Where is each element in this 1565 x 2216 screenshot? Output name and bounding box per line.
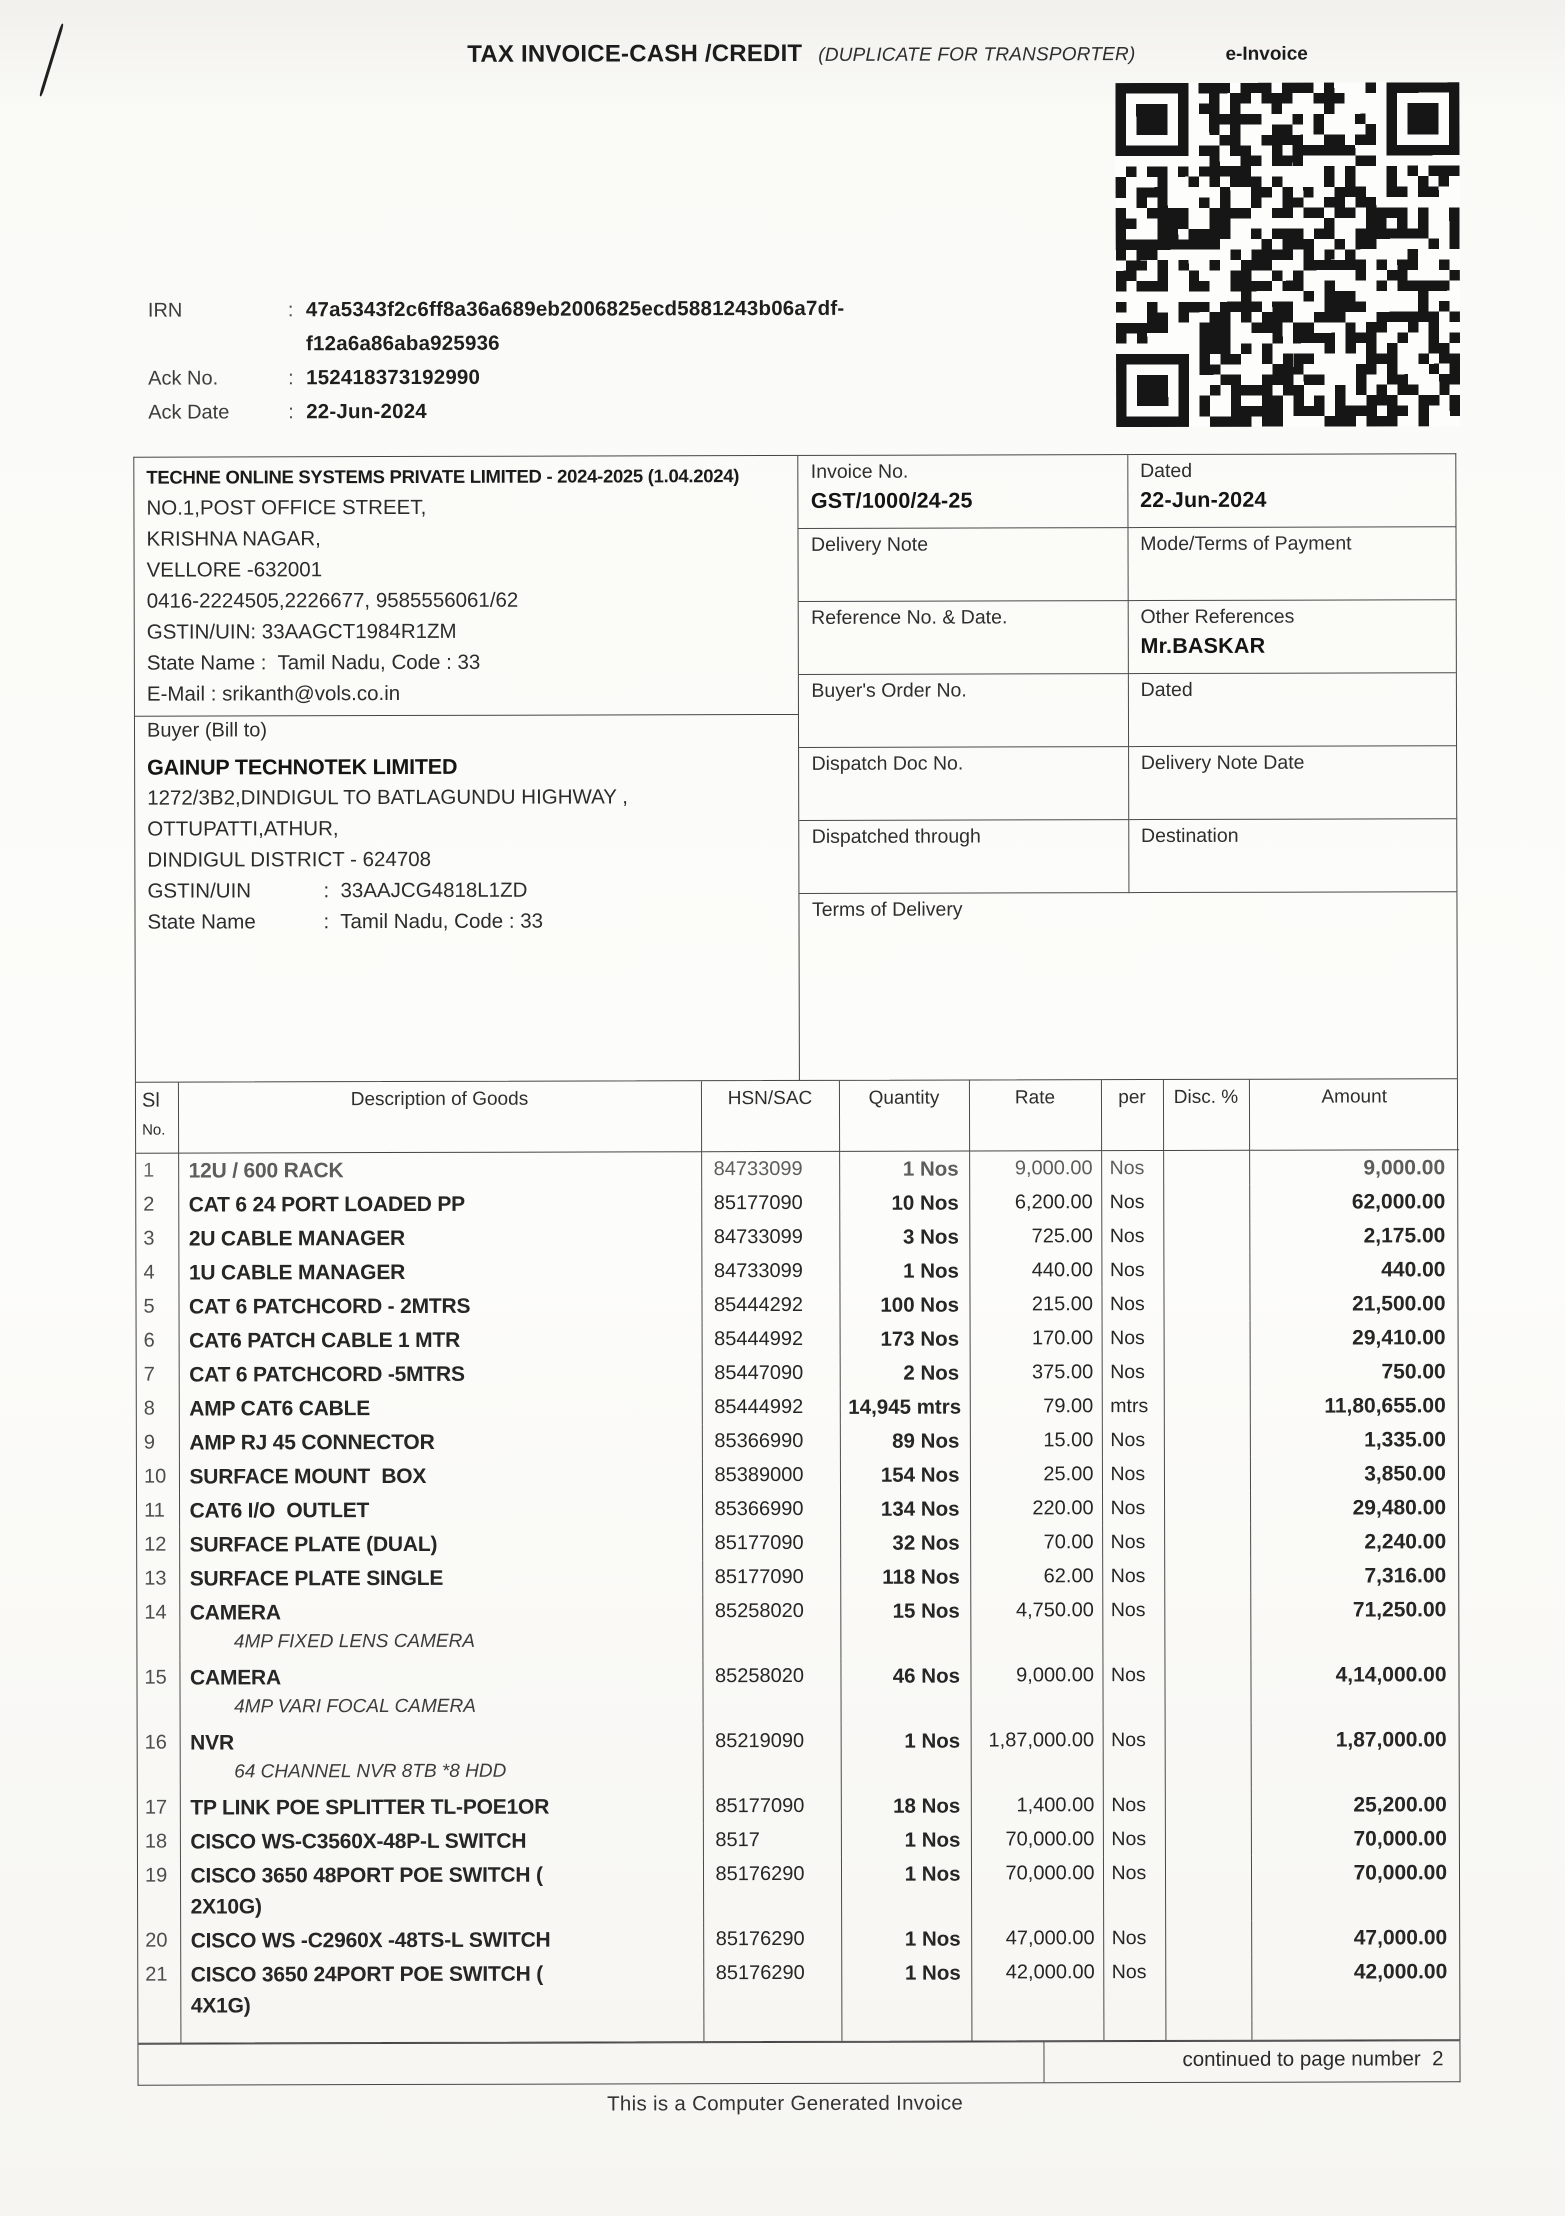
item-description-text: CAT 6 24 PORT LOADED PP	[188, 1192, 466, 1217]
item-rate: 1,400.00	[971, 1788, 1103, 1822]
item-quantity: 32 Nos	[840, 1526, 970, 1560]
buyer-address	[135, 781, 799, 876]
order-dated-cell: Dated	[1128, 673, 1456, 747]
item-sl-no: 1	[136, 1153, 178, 1188]
item-per: Nos	[1101, 1253, 1163, 1287]
item-quantity: 1 Nos	[839, 1254, 969, 1288]
computer-generated-note: This is a Computer Generated Invoice	[607, 2091, 964, 2116]
items-table-header	[136, 1079, 1459, 1153]
item-hsn: 85258020	[702, 1594, 840, 1659]
item-description	[179, 1659, 702, 1725]
table-row	[137, 1388, 1460, 1425]
item-sl-no: 6	[137, 1324, 179, 1358]
item-hsn: 85177090	[701, 1186, 839, 1220]
item-quantity: 3 Nos	[839, 1220, 969, 1254]
item-description	[178, 1152, 701, 1188]
table-row	[138, 1920, 1461, 1957]
item-per: Nos	[1102, 1457, 1164, 1491]
item-quantity: 134 Nos	[840, 1492, 970, 1526]
item-per: Nos	[1103, 1723, 1165, 1788]
item-quantity: 1 Nos	[841, 1724, 971, 1789]
item-hsn: 85177090	[702, 1560, 840, 1594]
destination-cell: Destination	[1128, 819, 1456, 893]
item-hsn: 85177090	[702, 1526, 840, 1560]
item-discount	[1165, 1921, 1251, 1955]
buyer-state-row	[135, 905, 799, 938]
item-description-wrap: 2X10G)	[190, 1895, 262, 1919]
item-sl-no: 12	[137, 1528, 179, 1562]
item-description-text: CAT6 PATCH CABLE 1 MTR	[189, 1328, 461, 1353]
table-row	[136, 1218, 1459, 1255]
item-hsn: 85219090	[703, 1724, 841, 1789]
irn-row: IRN : 47a5343f2c6ff8a36a689eb2006825ecd5881243b06a7df-	[148, 292, 828, 328]
item-per: Nos	[1102, 1559, 1164, 1593]
item-hsn: 85176290	[703, 1857, 841, 1922]
ack-date-value: 22-Jun-2024	[306, 399, 427, 424]
item-amount: 9,000.00	[1363, 1156, 1446, 1180]
seller-address-line: VELLORE -632001	[146, 558, 323, 582]
irn-label: IRN	[147, 299, 183, 322]
item-amount: 4,14,000.00	[1335, 1663, 1447, 1687]
table-row	[136, 1150, 1459, 1188]
item-sub-description: 4MP VARI FOCAL CAMERA	[234, 1695, 476, 1718]
item-hsn: 85177090	[703, 1789, 841, 1823]
item-rate: 725.00	[969, 1219, 1101, 1253]
item-quantity: 2 Nos	[840, 1356, 970, 1390]
item-description-text: CAT 6 PATCHCORD - 2MTRS	[188, 1294, 471, 1319]
invoice-date-value: 22-Jun-2024	[1140, 487, 1267, 513]
item-sl-no: 11	[137, 1494, 179, 1528]
irn-value-line1: 47a5343f2c6ff8a36a689eb2006825ecd5881243b06a7df-	[305, 296, 845, 322]
buyers-order-cell: Buyer's Order No.	[799, 674, 1127, 748]
seller-address-line: GSTIN/UIN: 33AAGCT1984R1ZM	[146, 619, 457, 644]
item-rate: 1,87,000.00	[971, 1723, 1103, 1788]
items-table	[135, 1078, 1461, 2043]
col-header-per: per	[1101, 1080, 1163, 1151]
col-header-sl: Sl No.	[136, 1083, 178, 1154]
item-discount	[1165, 1788, 1251, 1822]
item-sl-no: 4	[136, 1256, 178, 1290]
item-per: Nos	[1103, 1856, 1165, 1921]
item-amount: 7,316.00	[1364, 1564, 1447, 1588]
ack-no-label: Ack No.	[148, 367, 219, 390]
item-description	[178, 1288, 701, 1323]
table-row	[136, 1286, 1459, 1323]
ack-no-value: 152418373192990	[306, 365, 481, 390]
item-amount: 21,500.00	[1352, 1292, 1446, 1316]
buyer-state-value: : Tamil Nadu, Code : 33	[323, 909, 544, 934]
invoice-no-value: GST/1000/24-25	[810, 488, 973, 513]
invoice-meta-grid	[799, 454, 1457, 1080]
seller-address-line: KRISHNA NAGAR,	[146, 527, 321, 551]
table-row	[137, 1320, 1460, 1357]
item-description	[180, 1823, 703, 1858]
buyer-section-label: Buyer (Bill to)	[135, 714, 799, 748]
item-amount: 71,250.00	[1352, 1598, 1447, 1622]
item-sl-no: 14	[137, 1596, 179, 1661]
item-description-text: SURFACE PLATE (DUAL)	[189, 1532, 438, 1557]
delivery-note-cell: Delivery Note	[799, 528, 1127, 602]
item-discount	[1164, 1423, 1250, 1457]
item-description-text: CAMERA	[189, 1666, 281, 1690]
item-hsn: 85366990	[702, 1424, 840, 1458]
item-amount: 3,850.00	[1364, 1462, 1446, 1486]
item-sl-no: 17	[138, 1791, 180, 1825]
delivery-note-date-cell: Delivery Note Date	[1128, 746, 1456, 820]
col-header-quantity: Quantity	[839, 1081, 969, 1152]
buyer-gstin-value: : 33AAJCG4818L1ZD	[323, 878, 528, 903]
item-per: Nos	[1102, 1423, 1164, 1457]
item-description	[179, 1356, 702, 1391]
item-rate: 62.00	[970, 1559, 1102, 1593]
item-hsn: 85447090	[702, 1356, 840, 1390]
item-rate: 25.00	[970, 1457, 1102, 1491]
item-description	[179, 1322, 702, 1357]
item-description-text: 1U CABLE MANAGER	[188, 1260, 406, 1285]
item-quantity: 15 Nos	[840, 1594, 970, 1659]
item-quantity: 18 Nos	[841, 1789, 971, 1823]
col-header-description: Description of Goods	[178, 1081, 701, 1153]
item-per: Nos	[1102, 1321, 1164, 1355]
item-description	[180, 1922, 703, 1957]
item-rate: 15.00	[970, 1423, 1102, 1457]
item-rate: 70.00	[970, 1525, 1102, 1559]
item-hsn: 84733099	[701, 1151, 839, 1186]
item-discount	[1164, 1593, 1250, 1658]
item-discount	[1165, 1723, 1251, 1788]
item-discount	[1163, 1185, 1249, 1219]
table-row	[138, 1722, 1461, 1790]
item-rate: 79.00	[970, 1389, 1102, 1423]
item-description-text: AMP RJ 45 CONNECTOR	[189, 1430, 435, 1455]
invoice-no-cell: Invoice No. GST/1000/24-25	[799, 455, 1127, 529]
item-amount: 47,000.00	[1353, 1926, 1448, 1950]
filler-row	[138, 2019, 1461, 2042]
buyer-state-label: State Name	[147, 910, 256, 934]
item-description	[179, 1424, 702, 1459]
items-table-body	[136, 1150, 1461, 2043]
seller-address-line: E-Mail : srikanth@vols.co.in	[146, 681, 401, 706]
table-row	[137, 1422, 1460, 1459]
item-per: Nos	[1102, 1658, 1164, 1723]
item-discount	[1163, 1219, 1249, 1253]
einvoice-label: e-Invoice	[1225, 43, 1308, 65]
item-description	[178, 1220, 701, 1255]
other-references-cell: Other References Mr.BASKAR	[1127, 600, 1455, 674]
item-rate: 215.00	[969, 1287, 1101, 1321]
invoice-title: TAX INVOICE-CASH /CREDIT	[467, 39, 803, 68]
buyer-gstin-row	[135, 874, 799, 907]
item-discount	[1164, 1355, 1250, 1389]
item-discount	[1164, 1389, 1250, 1423]
item-sl-no: 5	[136, 1290, 178, 1324]
table-row	[138, 1855, 1461, 1923]
item-sl-no: 19	[138, 1859, 180, 1924]
seller-address-line: State Name : Tamil Nadu, Code : 33	[146, 650, 481, 675]
item-hsn: 84733099	[701, 1220, 839, 1254]
seller-address-line: 0416-2224505,2226677, 9585556061/62	[146, 588, 519, 613]
item-rate: 9,000.00	[970, 1658, 1102, 1723]
item-sub-description: 64 CHANNEL NVR 8TB *8 HDD	[234, 1760, 507, 1783]
buyer-address-line: 1272/3B2,DINDIGUL TO BATLAGUNDU HIGHWAY ,	[147, 785, 628, 810]
item-per: Nos	[1101, 1287, 1163, 1321]
buyer-address-line: DINDIGUL DISTRICT - 624708	[147, 847, 432, 872]
item-amount: 29,480.00	[1352, 1496, 1447, 1520]
item-discount	[1164, 1321, 1250, 1355]
item-per: Nos	[1103, 1788, 1165, 1822]
item-amount: 750.00	[1381, 1360, 1446, 1384]
item-rate: 4,750.00	[970, 1593, 1102, 1658]
invoice-copy-type: (DUPLICATE FOR TRANSPORTER)	[818, 44, 1136, 66]
item-discount	[1165, 1955, 1251, 2020]
item-hsn: 85366990	[702, 1492, 840, 1526]
item-amount: 11,80,655.00	[1324, 1394, 1446, 1418]
document-header	[0, 38, 1562, 70]
item-description-text: SURFACE MOUNT BOX	[189, 1464, 427, 1489]
item-description	[180, 1789, 703, 1824]
item-quantity: 1 Nos	[841, 1956, 971, 2021]
item-hsn: 85176290	[703, 1956, 841, 2021]
item-amount: 2,240.00	[1364, 1530, 1447, 1554]
item-rate: 9,000.00	[969, 1151, 1101, 1186]
item-rate: 6,200.00	[969, 1185, 1101, 1219]
item-sl-no: 10	[137, 1460, 179, 1494]
item-description	[179, 1458, 702, 1493]
item-per: mtrs	[1102, 1389, 1164, 1423]
item-sl-no: 8	[137, 1392, 179, 1426]
item-per: Nos	[1101, 1151, 1163, 1186]
table-row	[137, 1592, 1460, 1660]
item-rate: 47,000.00	[971, 1921, 1103, 1955]
item-hsn: 85389000	[702, 1458, 840, 1492]
irn-row	[148, 326, 828, 362]
item-per: Nos	[1103, 1921, 1165, 1955]
item-sl-no: 2	[136, 1188, 178, 1222]
item-rate: 440.00	[969, 1253, 1101, 1287]
item-per: Nos	[1103, 1822, 1165, 1856]
item-description-wrap: 4X1G)	[190, 1994, 251, 2018]
item-description-text: AMP CAT6 CABLE	[189, 1397, 371, 1421]
item-discount	[1164, 1457, 1250, 1491]
item-sl-no: 13	[137, 1562, 179, 1596]
table-row	[137, 1456, 1460, 1493]
item-description	[179, 1390, 702, 1425]
item-sl-no: 16	[138, 1726, 180, 1791]
buyer-address-line: OTTUPATTI,ATHUR,	[147, 817, 339, 841]
col-header-rate: Rate	[969, 1080, 1101, 1151]
item-description-text: NVR	[190, 1731, 234, 1755]
item-sl-no: 18	[138, 1825, 180, 1859]
item-sl-no: 9	[137, 1426, 179, 1460]
table-row	[136, 1252, 1459, 1289]
table-row	[138, 1821, 1461, 1858]
item-per: Nos	[1102, 1525, 1164, 1559]
continued-note: continued to page number 2	[1182, 2047, 1444, 2071]
item-description	[178, 1186, 701, 1221]
item-description-text: CISCO 3650 24PORT POE SWITCH (	[190, 1962, 544, 1987]
item-amount: 42,000.00	[1353, 1960, 1448, 1984]
seller-name: TECHNE ONLINE SYSTEMS PRIVATE LIMITED - 2024-2025 (1.04.2024)	[146, 465, 740, 488]
ack-date-row: Ack Date : 22-Jun-2024	[148, 394, 828, 430]
item-hsn: 8517	[703, 1823, 841, 1857]
item-quantity: 10 Nos	[839, 1186, 969, 1220]
item-description-text: SURFACE PLATE SINGLE	[189, 1566, 444, 1591]
table-row	[137, 1657, 1460, 1725]
table-row	[136, 1184, 1459, 1221]
reference-cell: Reference No. & Date.	[799, 601, 1127, 675]
item-discount	[1163, 1150, 1249, 1185]
item-per: Nos	[1103, 1955, 1165, 2020]
item-sl-no: 15	[137, 1661, 179, 1726]
other-reference-value: Mr.BASKAR	[1140, 633, 1266, 659]
dispatched-through-cell: Dispatched through	[800, 820, 1128, 894]
item-amount: 70,000.00	[1353, 1827, 1447, 1851]
payment-terms-cell: Mode/Terms of Payment	[1127, 527, 1455, 601]
terms-of-delivery-cell: Terms of Delivery	[811, 898, 963, 921]
item-quantity: 154 Nos	[840, 1458, 970, 1492]
item-description-text: 2U CABLE MANAGER	[188, 1226, 406, 1251]
item-hsn: 85444992	[702, 1390, 840, 1424]
table-row	[138, 1954, 1461, 2022]
seller-block	[134, 456, 798, 716]
item-discount	[1164, 1525, 1250, 1559]
item-amount: 70,000.00	[1353, 1861, 1448, 1885]
item-description	[180, 1857, 703, 1923]
item-quantity: 1 Nos	[839, 1151, 969, 1186]
item-amount: 62,000.00	[1351, 1190, 1446, 1214]
item-sub-description: 4MP FIXED LENS CAMERA	[233, 1630, 476, 1653]
item-amount: 1,87,000.00	[1335, 1728, 1447, 1752]
party-details-box	[133, 453, 1458, 1081]
item-description	[179, 1492, 702, 1527]
item-hsn: 85444992	[702, 1322, 840, 1356]
ack-date-label: Ack Date	[148, 401, 230, 424]
continued-strip	[137, 2040, 1460, 2085]
item-description	[179, 1560, 702, 1595]
item-sl-no: 20	[138, 1924, 180, 1958]
item-description-text: TP LINK POE SPLITTER TL-POE1OR	[190, 1795, 550, 1820]
item-quantity: 173 Nos	[840, 1322, 970, 1356]
item-amount: 440.00	[1381, 1258, 1446, 1282]
item-per: Nos	[1102, 1593, 1164, 1658]
item-discount	[1165, 1856, 1251, 1921]
item-amount: 29,410.00	[1352, 1326, 1446, 1350]
item-hsn: 85444292	[701, 1288, 839, 1322]
item-rate: 42,000.00	[971, 1955, 1103, 2020]
item-amount: 2,175.00	[1363, 1224, 1446, 1248]
item-amount: 1,335.00	[1364, 1428, 1446, 1452]
item-quantity: 14,945 mtrs	[840, 1390, 970, 1424]
irn-value-line2: f12a6a86aba925936	[305, 331, 500, 356]
item-quantity: 1 Nos	[841, 1857, 971, 1922]
item-sl-no: 7	[137, 1358, 179, 1392]
item-description-text: CISCO WS -C2960X -48TS-L SWITCH	[190, 1928, 551, 1953]
item-per: Nos	[1101, 1185, 1163, 1219]
item-discount	[1163, 1287, 1249, 1321]
item-discount	[1164, 1559, 1250, 1593]
col-header-disc: Disc. %	[1163, 1080, 1249, 1151]
item-hsn: 85176290	[703, 1922, 841, 1956]
item-discount	[1165, 1822, 1251, 1856]
item-amount: 25,200.00	[1353, 1793, 1447, 1817]
item-quantity: 1 Nos	[841, 1922, 971, 1956]
item-description	[180, 1956, 703, 2022]
item-quantity: 118 Nos	[840, 1560, 970, 1594]
item-quantity: 100 Nos	[839, 1288, 969, 1322]
dated-cell: Dated 22-Jun-2024	[1127, 454, 1455, 528]
ack-no-row: Ack No. : 152418373192990	[148, 360, 828, 396]
buyer-block	[135, 746, 799, 938]
item-description-text: CAT 6 PATCHCORD -5MTRS	[189, 1362, 465, 1387]
item-quantity: 46 Nos	[840, 1659, 970, 1724]
item-quantity: 89 Nos	[840, 1424, 970, 1458]
seller-address-line: NO.1,POST OFFICE STREET,	[146, 495, 427, 520]
item-per: Nos	[1102, 1355, 1164, 1389]
item-rate: 220.00	[970, 1491, 1102, 1525]
item-description-text: CAMERA	[189, 1601, 281, 1625]
item-sl-no: 21	[138, 1958, 180, 2023]
table-row	[137, 1354, 1460, 1391]
item-rate: 70,000.00	[971, 1822, 1103, 1856]
item-per: Nos	[1102, 1491, 1164, 1525]
table-row	[138, 1787, 1461, 1824]
item-rate: 375.00	[970, 1355, 1102, 1389]
buyer-name: GAINUP TECHNOTEK LIMITED	[147, 754, 458, 780]
item-description	[180, 1724, 703, 1790]
item-discount	[1164, 1491, 1250, 1525]
item-description-text: CAT6 I/O OUTLET	[189, 1499, 370, 1523]
table-row	[137, 1558, 1460, 1595]
seller-address	[146, 491, 786, 710]
item-description	[178, 1254, 701, 1289]
item-description	[179, 1526, 702, 1561]
party-column	[134, 456, 800, 1082]
item-discount	[1164, 1658, 1250, 1723]
item-description-text: 12U / 600 RACK	[188, 1159, 344, 1183]
item-description-text: CISCO 3650 48PORT POE SWITCH (	[190, 1863, 543, 1888]
item-description	[179, 1594, 702, 1660]
item-quantity: 1 Nos	[841, 1823, 971, 1857]
item-rate: 170.00	[970, 1321, 1102, 1355]
buyer-gstin-label: GSTIN/UIN	[147, 879, 252, 903]
table-row	[137, 1524, 1460, 1561]
col-header-hsn: HSN/SAC	[701, 1081, 839, 1152]
item-description-text: CISCO WS-C3560X-48P-L SWITCH	[190, 1829, 527, 1854]
dispatch-doc-cell: Dispatch Doc No.	[800, 747, 1128, 821]
item-sl-no: 3	[136, 1222, 178, 1256]
irn-block	[147, 292, 845, 430]
item-hsn: 84733099	[701, 1254, 839, 1288]
qr-code	[1115, 82, 1460, 427]
table-row	[137, 1490, 1460, 1527]
item-hsn: 85258020	[702, 1659, 840, 1724]
col-header-amount: Amount	[1249, 1079, 1459, 1150]
item-discount	[1163, 1253, 1249, 1287]
item-rate: 70,000.00	[971, 1856, 1103, 1921]
item-per: Nos	[1101, 1219, 1163, 1253]
